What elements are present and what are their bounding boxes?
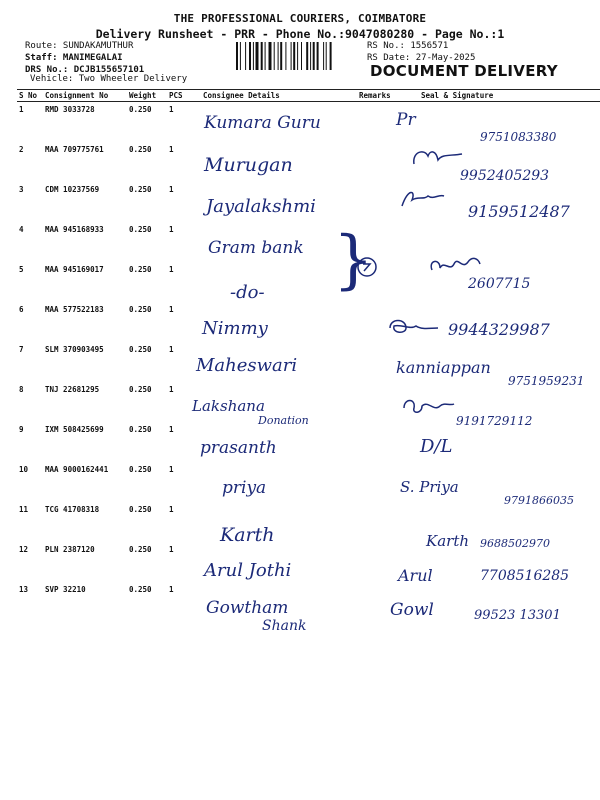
header-pcs: PCS bbox=[167, 90, 201, 102]
header-signature: Seal & Signature bbox=[419, 90, 600, 102]
handwritten-phone: 9751083380 bbox=[480, 130, 557, 144]
handwritten-signature: Karth bbox=[426, 532, 470, 550]
brace-mark: } bbox=[333, 223, 374, 297]
runsheet-subtitle: Delivery Runsheet - PRR - Phone No.:9047080280 - Page No.:1 bbox=[95, 27, 505, 41]
handwritten-name: priya bbox=[222, 478, 267, 498]
cell-consignment-no: MAA 577522183 bbox=[45, 305, 104, 314]
cell-sno: 4 bbox=[19, 225, 24, 234]
handwritten-phone: 2607715 bbox=[468, 276, 531, 292]
signature-mark bbox=[398, 186, 448, 212]
header-consignee: Consignee Details bbox=[201, 90, 357, 102]
cell-consignment-no: TNJ 22681295 bbox=[45, 385, 100, 394]
handwritten-signature: kanniappan bbox=[396, 358, 491, 377]
handwritten-name: Lakshana bbox=[192, 397, 265, 415]
handwritten-phone: 7708516285 bbox=[480, 568, 570, 584]
cell-weight: 0.250 bbox=[129, 105, 152, 114]
handwritten-phone: 99523 13301 bbox=[474, 608, 561, 623]
cell-consignment-no: SVP 32210 bbox=[45, 585, 86, 594]
cell-pcs: 1 bbox=[169, 105, 174, 114]
cell-sno: 10 bbox=[19, 465, 29, 474]
cell-sno: 11 bbox=[19, 505, 29, 514]
handwritten-name: Karth bbox=[220, 524, 275, 546]
handwritten-name: Gowtham bbox=[206, 598, 289, 618]
cell-weight: 0.250 bbox=[129, 305, 152, 314]
handwritten-phone: 9191729112 bbox=[456, 414, 533, 428]
staff-text: Staff: MANIMEGALAI bbox=[25, 53, 123, 63]
cell-consignment-no: MAA 9000162441 bbox=[45, 465, 109, 474]
cell-pcs: 1 bbox=[169, 305, 174, 314]
cell-remarks bbox=[357, 422, 419, 462]
handwritten-name: Arul Jothi bbox=[204, 560, 292, 581]
cell-pcs: 1 bbox=[169, 265, 174, 274]
cell-consignment-no: MAA 709775761 bbox=[45, 145, 104, 154]
handwritten-name: Donation bbox=[258, 414, 309, 427]
cell-sno: 7 bbox=[19, 345, 24, 354]
handwritten-name: -do- bbox=[230, 282, 265, 303]
handwritten-signature: D/L bbox=[420, 436, 453, 457]
cell-weight: 0.250 bbox=[129, 545, 152, 554]
handwritten-name: Murugan bbox=[204, 154, 293, 176]
cell-weight: 0.250 bbox=[129, 185, 152, 194]
handwritten-phone: 9159512487 bbox=[468, 202, 570, 221]
cell-pcs: 1 bbox=[169, 425, 174, 434]
table-row bbox=[17, 222, 600, 262]
header-sno: S No bbox=[17, 90, 43, 102]
handwritten-phone: 9952405293 bbox=[460, 168, 550, 184]
signature-mark bbox=[426, 252, 482, 278]
handwritten-signature: Gowl bbox=[390, 600, 434, 620]
cell-weight: 0.250 bbox=[129, 465, 152, 474]
cell-consignment-no: MAA 945169017 bbox=[45, 265, 104, 274]
vehicle-text: Vehicle: Two Wheeler Delivery bbox=[30, 74, 188, 84]
header-weight: Weight bbox=[127, 90, 167, 102]
cell-sno: 13 bbox=[19, 585, 29, 594]
handwritten-signature: Arul bbox=[398, 566, 433, 585]
drs-number: DRS No.: DCJB155657101 bbox=[25, 65, 145, 75]
cell-weight: 0.250 bbox=[129, 345, 152, 354]
cell-pcs: 1 bbox=[169, 545, 174, 554]
company-title: THE PROFESSIONAL COURIERS, COIMBATORE bbox=[173, 12, 427, 25]
document-delivery-stamp: DOCUMENT DELIVERY bbox=[370, 62, 558, 80]
cell-weight: 0.250 bbox=[129, 425, 152, 434]
cell-consignment-no: MAA 945168933 bbox=[45, 225, 104, 234]
cell-pcs: 1 bbox=[169, 465, 174, 474]
cell-sno: 5 bbox=[19, 265, 24, 274]
cell-pcs: 1 bbox=[169, 145, 174, 154]
handwritten-signature: S. Priya bbox=[400, 478, 459, 496]
handwritten-name: prasanth bbox=[200, 438, 277, 458]
handwritten-phone: 9944329987 bbox=[448, 320, 550, 339]
table-row bbox=[17, 422, 600, 462]
header-remarks: Remarks bbox=[357, 90, 419, 102]
handwritten-name: Jayalakshmi bbox=[206, 196, 316, 217]
cell-weight: 0.250 bbox=[129, 265, 152, 274]
handwritten-name: Nimmy bbox=[202, 318, 268, 339]
cell-pcs: 1 bbox=[169, 345, 174, 354]
meta-right bbox=[367, 40, 475, 64]
route-text: Route: SUNDAKAMUTHUR bbox=[25, 41, 134, 51]
signature-mark bbox=[400, 396, 456, 418]
cell-weight: 0.250 bbox=[129, 505, 152, 514]
cell-weight: 0.250 bbox=[129, 225, 152, 234]
cell-pcs: 1 bbox=[169, 385, 174, 394]
cell-pcs: 1 bbox=[169, 185, 174, 194]
handwritten-phone: 9751959231 bbox=[508, 374, 585, 388]
cell-sno: 12 bbox=[19, 545, 29, 554]
circled-mark bbox=[356, 256, 378, 278]
cell-sno: 2 bbox=[19, 145, 24, 154]
cell-sno: 8 bbox=[19, 385, 24, 394]
cell-consignment-no: SLM 370903495 bbox=[45, 345, 104, 354]
handwritten-name: Maheswari bbox=[196, 355, 298, 376]
handwritten-phone: 9791866035 bbox=[504, 494, 574, 507]
handwritten-name: Kumara Guru bbox=[204, 113, 321, 133]
cell-pcs: 1 bbox=[169, 225, 174, 234]
table-row bbox=[17, 502, 600, 542]
signature-mark bbox=[386, 314, 442, 338]
cell-weight: 0.250 bbox=[129, 585, 152, 594]
rs-number: RS No.: 1556571 bbox=[367, 41, 449, 51]
handwritten-phone: 9688502970 bbox=[480, 537, 550, 550]
signature-mark bbox=[410, 146, 466, 170]
table-header-row bbox=[17, 90, 600, 102]
handwritten-signature: Pr bbox=[396, 110, 416, 130]
cell-sno: 1 bbox=[19, 105, 24, 114]
cell-sno: 3 bbox=[19, 185, 24, 194]
cell-weight: 0.250 bbox=[129, 385, 152, 394]
cell-consignment-no: RMD 3033728 bbox=[45, 105, 95, 114]
cell-pcs: 1 bbox=[169, 585, 174, 594]
cell-consignment-no: CDM 10237569 bbox=[45, 185, 100, 194]
rs-date: RS Date: 27-May-2025 bbox=[367, 53, 476, 63]
barcode-image bbox=[236, 42, 361, 70]
header-consignment: Consignment No bbox=[43, 90, 127, 102]
cell-consignment-no: PLN 2387120 bbox=[45, 545, 95, 554]
handwritten-name: Gram bank bbox=[208, 238, 304, 258]
cell-pcs: 1 bbox=[169, 505, 174, 514]
handwritten-name: Shank bbox=[262, 618, 307, 634]
cell-consignment-no: IXM 508425699 bbox=[45, 425, 104, 434]
cell-consignment-no: TCG 41708318 bbox=[45, 505, 100, 514]
meta-left bbox=[25, 40, 144, 76]
cell-sno: 9 bbox=[19, 425, 24, 434]
cell-remarks bbox=[357, 502, 419, 542]
cell-sno: 6 bbox=[19, 305, 24, 314]
cell-weight: 0.250 bbox=[129, 145, 152, 154]
